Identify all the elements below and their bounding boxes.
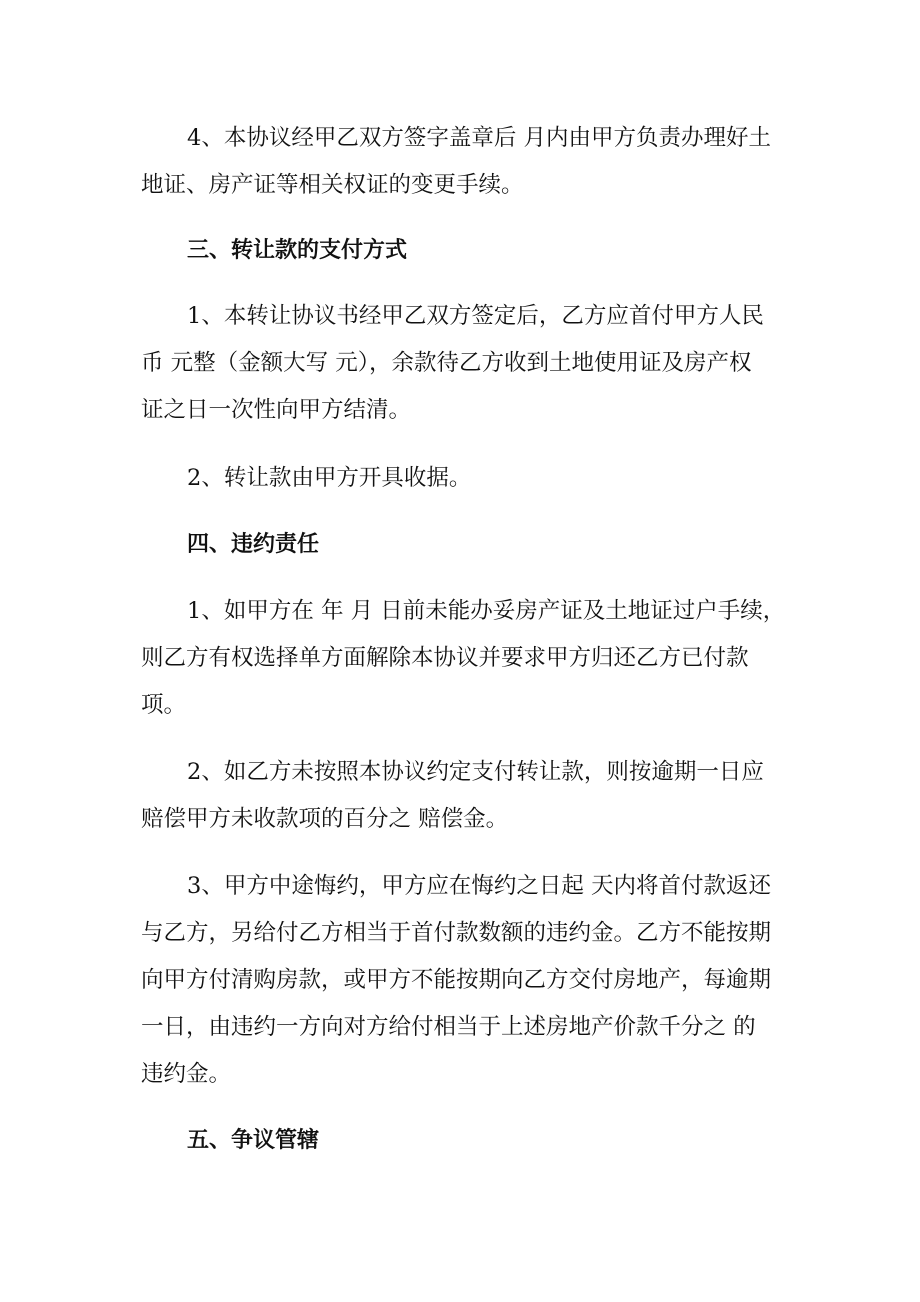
paragraph-line: 币 元整（金额大写 元），余款待乙方收到土地使用证及房产权 xyxy=(141,350,752,376)
paragraph-line: 则乙方有权选择单方面解除本协议并要求甲方归还乙方已付款 xyxy=(141,645,749,671)
paragraph-line: 证之日一次性向甲方结清。 xyxy=(141,397,412,423)
section-heading-payment: 三、转让款的支付方式 xyxy=(187,238,408,263)
paragraph-line: 与乙方，另给付乙方相当于首付款数额的违约金。乙方不能按期 xyxy=(141,920,772,946)
paragraph-line: 1、如甲方在 年 月 日前未能办妥房产证及土地证过户手续， xyxy=(187,598,786,624)
paragraph-line: 向甲方付清购房款，或甲方不能按期向乙方交付房地产，每逾期 xyxy=(141,967,772,993)
paragraph-line: 4、本协议经甲乙双方签字盖章后 月内由甲方负责办理好土 xyxy=(187,125,771,151)
section-heading-dispute: 五、争议管辖 xyxy=(187,1128,320,1153)
paragraph-line: 赔偿甲方未收款项的百分之 赔偿金。 xyxy=(141,806,509,832)
paragraph-line: 2、如乙方未按照本协议约定支付转让款，则按逾期一日应 xyxy=(187,759,764,785)
paragraph-line: 地证、房产证等相关权证的变更手续。 xyxy=(141,172,524,198)
paragraph-line: 1、本转让协议书经甲乙双方签定后，乙方应首付甲方人民 xyxy=(187,303,764,329)
paragraph-line: 项。 xyxy=(141,692,187,718)
section-heading-liability: 四、违约责任 xyxy=(187,532,320,557)
paragraph-line: 3、甲方中途悔约，甲方应在悔约之日起 天内将首付款返还 xyxy=(187,873,771,899)
paragraph-line: 违约金。 xyxy=(141,1061,232,1087)
paragraph-line: 一日，由违约一方向对方给付相当于上述房地产价款千分之 的 xyxy=(141,1014,756,1040)
paragraph-line: 2、转让款由甲方开具收据。 xyxy=(187,465,472,491)
